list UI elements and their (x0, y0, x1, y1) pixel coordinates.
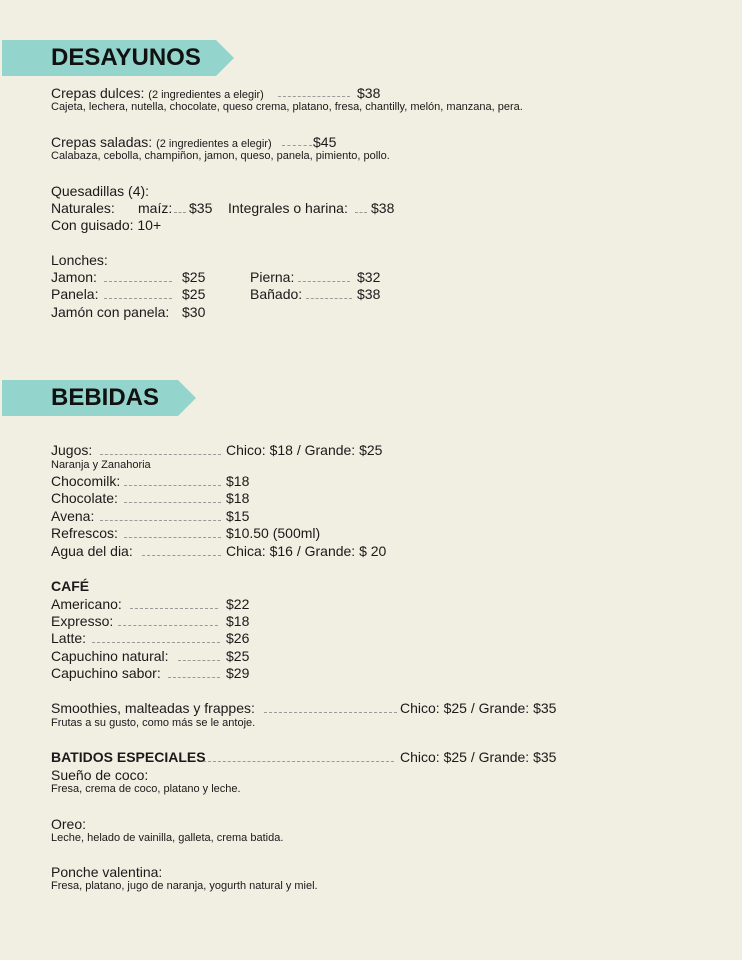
ponche-description: Fresa, platano, jugo de naranja, yogurth natural y miel. (51, 880, 318, 892)
leader-dots (298, 281, 350, 282)
quesadillas-integrales-price: $38 (371, 200, 395, 216)
avena-label: Avena: (51, 508, 95, 524)
leader-dots (282, 145, 312, 146)
lonche-banado-label: Bañado: (250, 286, 303, 302)
lonche-jamon-panela-label: Jamón con panela: (51, 304, 170, 320)
quesadillas-maiz-price: $35 (189, 200, 213, 216)
capuchino-sabor-label: Capuchino sabor: (51, 665, 161, 681)
leader-dots (100, 454, 221, 455)
smoothies-description: Frutas a su gusto, como más se le antoje. (51, 717, 256, 729)
chocolate-price: $18 (226, 490, 250, 506)
leader-dots (174, 212, 186, 213)
item-note: (2 ingredientes a elegir) (156, 138, 272, 150)
desayunos-banner (2, 40, 201, 76)
smoothies-price: Chico: $25 / Grande: $35 (400, 700, 557, 716)
lonche-jamon-price: $25 (182, 269, 206, 285)
capuchino-natural-price: $25 (226, 648, 250, 664)
item-label: Crepas saladas: (51, 134, 153, 150)
chocomilk-label: Chocomilk: (51, 473, 121, 489)
lonche-pierna-label: Pierna: (250, 269, 295, 285)
expresso-price: $18 (226, 613, 250, 629)
ponche-label: Ponche valentina: (51, 864, 163, 880)
americano-label: Americano: (51, 596, 122, 612)
section-title-bebidas: BEBIDAS (51, 384, 160, 411)
batidos-price: Chico: $25 / Grande: $35 (400, 749, 557, 765)
item-note: (2 ingredientes a elegir) (148, 89, 264, 101)
refrescos-price: $10.50 (500ml) (226, 525, 321, 541)
jugos-description: Naranja y Zanahoria (51, 459, 151, 471)
quesadillas-maiz-label: maíz: (138, 200, 173, 216)
lonche-panela-price: $25 (182, 286, 206, 302)
bebidas-banner (2, 380, 159, 416)
item-price: $45 (313, 134, 337, 150)
smoothies-label: Smoothies, malteadas y frappes: (51, 700, 255, 716)
americano-price: $22 (226, 596, 250, 612)
leader-dots (124, 485, 221, 486)
expresso-label: Expresso: (51, 613, 114, 629)
lonche-panela-label: Panela: (51, 286, 99, 302)
batidos-heading: BATIDOS ESPECIALES (51, 749, 206, 765)
item-description: Calabaza, cebolla, champiñon, jamon, queso, panela, pimiento, pollo. (51, 150, 390, 162)
jugos-price: Chico: $18 / Grande: $25 (226, 442, 383, 458)
cafe-heading: CAFÉ (51, 578, 90, 594)
leader-dots (104, 281, 172, 282)
quesadillas-integrales-label: Integrales o harina: (228, 200, 348, 216)
section-title-desayunos: DESAYUNOS (51, 44, 201, 71)
lonches-heading: Lonches: (51, 252, 108, 268)
quesadillas-heading: Quesadillas (4): (51, 183, 150, 199)
chocomilk-price: $18 (226, 473, 250, 489)
item-price: $38 (357, 85, 381, 101)
oreo-label: Oreo: (51, 816, 87, 832)
leader-dots (355, 212, 367, 213)
agua-price: Chica: $16 / Grande: $ 20 (226, 543, 387, 559)
leader-dots (118, 625, 218, 626)
leader-dots (124, 502, 221, 503)
quesadillas-naturales-label: Naturales: (51, 200, 115, 216)
leader-dots (264, 712, 397, 713)
agua-label: Agua del dia: (51, 543, 133, 559)
item-label: Crepas dulces: (51, 85, 145, 101)
quesadillas-guisado: Con guisado: 10+ (51, 217, 162, 233)
latte-price: $26 (226, 630, 250, 646)
jugos-label: Jugos: (51, 442, 93, 458)
lonche-pierna-price: $32 (357, 269, 381, 285)
leader-dots (203, 761, 394, 762)
leader-dots (168, 677, 220, 678)
leader-dots (104, 298, 172, 299)
leader-dots (178, 660, 220, 661)
capuchino-natural-label: Capuchino natural: (51, 648, 169, 664)
leader-dots (306, 298, 352, 299)
lonche-banado-price: $38 (357, 286, 381, 302)
coco-description: Fresa, crema de coco, platano y leche. (51, 783, 241, 795)
oreo-description: Leche, helado de vainilla, galleta, crema batida. (51, 832, 284, 844)
lonche-jamon-label: Jamon: (51, 269, 97, 285)
leader-dots (124, 537, 221, 538)
leader-dots (130, 608, 218, 609)
latte-label: Latte: (51, 630, 87, 646)
avena-price: $15 (226, 508, 250, 524)
leader-dots (278, 96, 350, 97)
coco-label: Sueño de coco: (51, 767, 149, 783)
leader-dots (92, 642, 220, 643)
capuchino-sabor-price: $29 (226, 665, 250, 681)
lonche-jamon-panela-price: $30 (182, 304, 206, 320)
refrescos-label: Refrescos: (51, 525, 118, 541)
leader-dots (142, 555, 221, 556)
chocolate-label: Chocolate: (51, 490, 118, 506)
item-description: Cajeta, lechera, nutella, chocolate, queso crema, platano, fresa, chantilly, melón, manzana, pera. (51, 101, 523, 113)
leader-dots (100, 520, 221, 521)
